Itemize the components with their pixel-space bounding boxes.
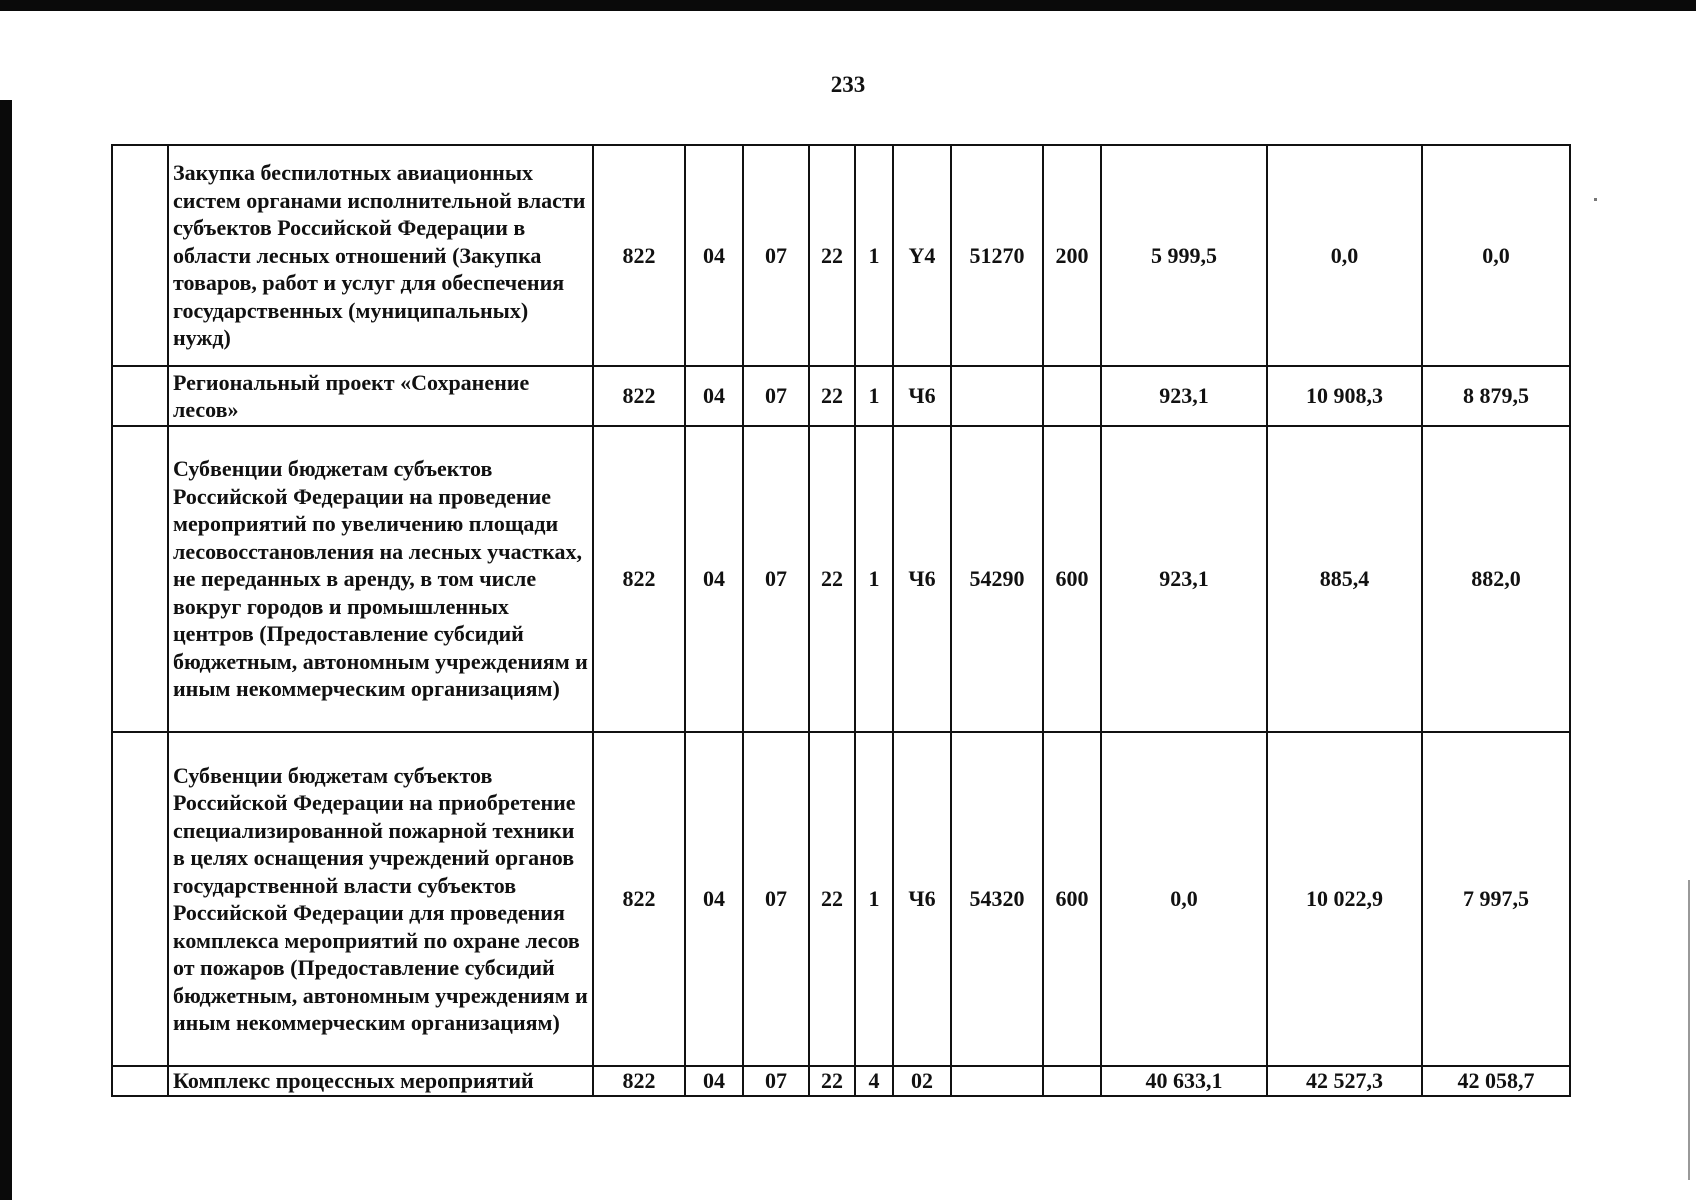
- item-name: Региональный проект «Сохранение лесов»: [168, 366, 593, 426]
- table-row: [112, 366, 1570, 426]
- amount-year-3: 882,0: [1422, 426, 1570, 732]
- index-cell: [112, 426, 168, 732]
- section-code: 04: [685, 426, 743, 732]
- program-code: 22: [809, 145, 855, 366]
- program-code: 22: [809, 366, 855, 426]
- table-row: [112, 145, 1570, 366]
- budget-table: [111, 144, 1571, 1097]
- item-name: Субвенции бюджетам субъектов Российской Федерации на проведение мероприятий по увеличению площади лесовосстановления на лесных участках, не переданных в аренду, в том числе вокруг городов и промышленных центров (Предоставление субсидий бюджетным, автономным учреждениям и иным некоммерческим организациям): [168, 426, 593, 732]
- expense-type-code: [1043, 366, 1101, 426]
- expense-type-code: [1043, 1066, 1101, 1096]
- project-code: Ч6: [893, 366, 951, 426]
- scan-top-border: [0, 0, 1696, 11]
- amount-year-3: 42 058,7: [1422, 1066, 1570, 1096]
- expense-type-code: 200: [1043, 145, 1101, 366]
- amount-year-1: 40 633,1: [1101, 1066, 1267, 1096]
- direction-code: 51270: [951, 145, 1043, 366]
- subprogram-code: 1: [855, 732, 893, 1066]
- amount-year-3: 8 879,5: [1422, 366, 1570, 426]
- item-name: Субвенции бюджетам субъектов Российской Федерации на приобретение специализированной пожарной техники в целях оснащения учреждений органов государственной власти субъектов Российской Федерации для проведения комплекса мероприятий по охране лесов от пожаров (Предоставление субсидий бюджетным, автономным учреждениям и иным некоммерческим организациям): [168, 732, 593, 1066]
- subprogram-code: 1: [855, 426, 893, 732]
- page-number: 233: [830, 72, 866, 97]
- amount-year-2: 885,4: [1267, 426, 1422, 732]
- direction-code: [951, 366, 1043, 426]
- amount-year-1: 923,1: [1101, 366, 1267, 426]
- subsection-code: 07: [743, 732, 809, 1066]
- item-name: Закупка беспилотных авиационных систем органами исполнительной власти субъектов Российской Федерации в области лесных отношений (Закупка товаров, работ и услуг для обеспечения государственных (муниципальных) нужд): [168, 145, 593, 366]
- ministry-code: 822: [593, 426, 685, 732]
- index-cell: [112, 732, 168, 1066]
- scan-noise-mark: [1688, 880, 1690, 1180]
- ministry-code: 822: [593, 366, 685, 426]
- index-cell: [112, 1066, 168, 1096]
- table-row: [112, 732, 1570, 1066]
- program-code: 22: [809, 1066, 855, 1096]
- amount-year-1: 0,0: [1101, 732, 1267, 1066]
- index-cell: [112, 366, 168, 426]
- table-row: [112, 1066, 1570, 1096]
- section-code: 04: [685, 145, 743, 366]
- program-code: 22: [809, 426, 855, 732]
- section-code: 04: [685, 732, 743, 1066]
- section-code: 04: [685, 366, 743, 426]
- subprogram-code: 1: [855, 145, 893, 366]
- project-code: Y4: [893, 145, 951, 366]
- amount-year-2: 10 022,9: [1267, 732, 1422, 1066]
- subsection-code: 07: [743, 366, 809, 426]
- ministry-code: 822: [593, 1066, 685, 1096]
- subprogram-code: 4: [855, 1066, 893, 1096]
- direction-code: 54320: [951, 732, 1043, 1066]
- ministry-code: 822: [593, 732, 685, 1066]
- amount-year-2: 42 527,3: [1267, 1066, 1422, 1096]
- section-code: 04: [685, 1066, 743, 1096]
- subsection-code: 07: [743, 426, 809, 732]
- direction-code: 54290: [951, 426, 1043, 732]
- subsection-code: 07: [743, 1066, 809, 1096]
- expense-type-code: 600: [1043, 426, 1101, 732]
- subsection-code: 07: [743, 145, 809, 366]
- amount-year-1: 5 999,5: [1101, 145, 1267, 366]
- program-code: 22: [809, 732, 855, 1066]
- index-cell: [112, 145, 168, 366]
- subprogram-code: 1: [855, 366, 893, 426]
- project-code: 02: [893, 1066, 951, 1096]
- amount-year-3: 0,0: [1422, 145, 1570, 366]
- amount-year-3: 7 997,5: [1422, 732, 1570, 1066]
- ministry-code: 822: [593, 145, 685, 366]
- project-code: Ч6: [893, 732, 951, 1066]
- amount-year-2: 0,0: [1267, 145, 1422, 366]
- scan-noise-mark: [1594, 198, 1597, 201]
- amount-year-1: 923,1: [1101, 426, 1267, 732]
- expense-type-code: 600: [1043, 732, 1101, 1066]
- direction-code: [951, 1066, 1043, 1096]
- amount-year-2: 10 908,3: [1267, 366, 1422, 426]
- project-code: Ч6: [893, 426, 951, 732]
- item-name: Комплекс процессных мероприятий: [168, 1066, 593, 1096]
- table-row: [112, 426, 1570, 732]
- scan-left-border: [0, 100, 12, 1200]
